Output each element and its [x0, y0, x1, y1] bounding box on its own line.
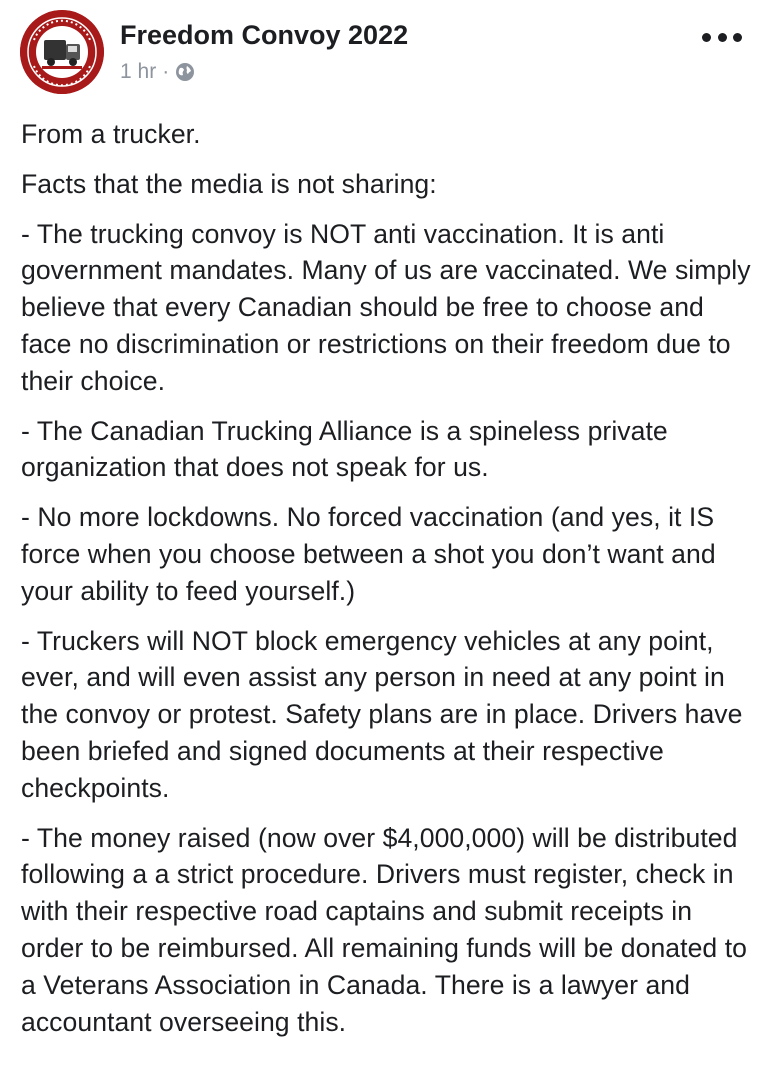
page-avatar[interactable] [20, 10, 104, 94]
page-name[interactable]: Freedom Convoy 2022 [120, 20, 409, 50]
post-paragraph: - Truckers will NOT block emergency vehicles at any point, ever, and will even assist any person in need at any point in the convoy or protest. Safety plans are in place. Drivers have been briefed and signed documents at their respective checkpoints. [21, 625, 743, 803]
globe-icon [175, 62, 195, 82]
more-options-button[interactable] [702, 26, 742, 48]
post-paragraph: From a trucker. [21, 119, 201, 149]
more-dot [733, 33, 742, 42]
post-paragraph: - No more lockdowns. No forced vaccination (and yes, it IS force when you choose between a shot you don’t want and your ability to feed yourself.) [21, 502, 716, 606]
more-dot [702, 33, 711, 42]
post-paragraph: - The Canadian Trucking Alliance is a spineless private organization that does not speak for us. [21, 415, 668, 483]
post-paragraph: - The trucking convoy is NOT anti vaccination. It is anti government mandates. Many of us are vaccinated. We simply believe that every Canadian should be free to choose and face no discrimination or restrictions on their freedom due to their choice. [21, 218, 751, 396]
more-dot [718, 33, 727, 42]
post-paragraph: Facts that the media is not sharing: [21, 168, 437, 199]
meta-separator: · [162, 60, 170, 83]
post-paragraph: - The money raised (now over $4,000,000) will be distributed following a a strict procedure. Drivers must register, check in with their respective road captains and submit receipts in order to be reimbursed. All remaining funds will be donated to a Veterans Association in Canada. There is a lawyer and accountant overseeing this. [21, 822, 747, 1037]
post-meta [120, 60, 195, 84]
post-body [21, 116, 751, 1053]
convoy-logo-icon [20, 10, 104, 94]
post-timestamp[interactable]: 1 hr [120, 60, 157, 83]
post-header [18, 8, 750, 94]
